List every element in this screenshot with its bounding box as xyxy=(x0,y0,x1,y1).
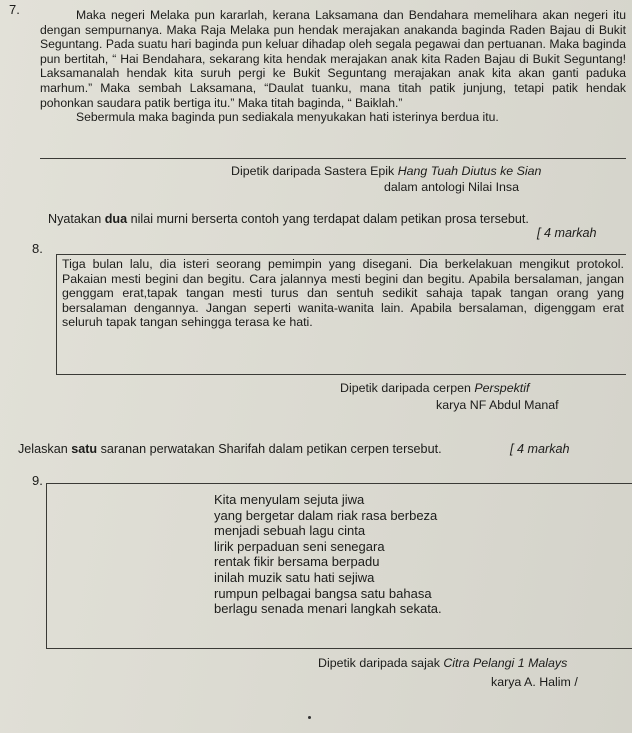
question-9-source: Dipetik daripada sajak Citra Pelangi 1 Malays xyxy=(318,656,568,670)
question-9-poem xyxy=(214,492,442,617)
poem-line: Kita menyulam sejuta jiwa xyxy=(214,492,365,507)
question-9-source-line2: karya A. Halim / xyxy=(491,675,578,689)
poem-line: yang bergetar dalam riak rasa berbeza xyxy=(214,507,438,523)
question-7-number: 7. xyxy=(9,2,20,17)
question-7-source-line2: dalam antologi Nilai Insa xyxy=(384,180,519,194)
passage-paragraph-2: Sebermula maka baginda pun sediakala menyukakan hati isterinya berdua itu. xyxy=(76,110,499,125)
poem-line: rumpun pelbagai bangsa satu bahasa xyxy=(214,585,432,601)
source-title: Hang Tuah Diutus ke Sian xyxy=(397,164,542,178)
question-8-passage: Tiga bulan lalu, dia isteri seorang pemimpin yang disegani. Dia berkelakuan mengikut protokol. Pakaian mesti begini dan begitu. Cara jalannya mesti begini dan begitu. Apabila bersalaman, jangan genggam erat,tapak tangan mesti turus dan sentuh sedikit sahaja tapak tangan orang yang bersalaman dengannya. Jangan seperti wanita-wanita lain. Apabila bersalaman, digenggam erat seluruh tapak tangan sehingga terasa ke hati. xyxy=(62,257,624,330)
passage-8-bottom-rule xyxy=(56,374,626,375)
poem-line: lirik perpaduan seni senegara xyxy=(214,538,385,554)
question-8-source-line2: karya NF Abdul Manaf xyxy=(436,398,559,412)
poem-line: berlagu senada menari langkah sekata. xyxy=(214,601,442,617)
question-7-marks: [ 4 markah xyxy=(537,226,597,240)
ink-dot xyxy=(308,716,311,719)
question-8-prompt: Jelaskan satu saranan perwatakan Sharifah dalam petikan cerpen tersebut. xyxy=(18,442,442,456)
poem-top-rule xyxy=(46,483,632,484)
passage-8-top-rule xyxy=(56,254,626,255)
question-8-marks: [ 4 markah xyxy=(510,442,570,456)
passage-paragraph-1: Maka negeri Melaka pun kararlah, kerana Laksamana dan Bendahara memelihara akan negeri itu dengan sempurnanya. Maka Raja Melaka pun hendak merajakan anakanda baginda Raden Bajau di Bukit Seguntang. Pada suatu hari baginda pun keluar dihadap oleh segala pegawai dan pertuanan. Maka baginda pun bertitah, “ Hai Bendahara, sekarang kita hendak merajakan anak kita Raden Bajau di Bukit Seguntang! Laksamanalah hendak kita suruh pergi ke Bukit Seguntang merajakan anak kita akan ganti paduka marhum.” Maka sembah Laksamana, “Daulat tuanku, mana titah patik junjung, tetapi patik hendak pohonkan saudara patik bertiga itu.” Maka titah baginda, “ Baiklah.” xyxy=(40,8,626,110)
poem-line: inilah muzik satu hati sejiwa xyxy=(214,569,375,585)
poem-left-rule xyxy=(46,483,47,648)
question-8-number: 8. xyxy=(32,241,43,256)
question-7-source: Dipetik daripada Sastera Epik Hang Tuah Diutus ke Sian xyxy=(231,164,542,178)
question-9-number: 9. xyxy=(32,473,43,488)
poem-bottom-rule xyxy=(46,648,632,649)
question-7-passage xyxy=(40,8,626,125)
question-8-source: Dipetik daripada cerpen Perspektif xyxy=(340,381,530,395)
poem-line: rentak fikir bersama berpadu xyxy=(214,554,380,570)
source-title: Citra Pelangi 1 Malays xyxy=(443,656,568,670)
source-title: Perspektif xyxy=(474,381,530,395)
poem-line: menjadi sebuah lagu cinta xyxy=(214,523,366,539)
passage-7-bottom-rule xyxy=(40,158,626,159)
question-7-prompt: Nyatakan dua nilai murni berserta contoh yang terdapat dalam petikan prosa tersebut. xyxy=(48,212,529,226)
passage-8-left-rule xyxy=(56,254,57,374)
